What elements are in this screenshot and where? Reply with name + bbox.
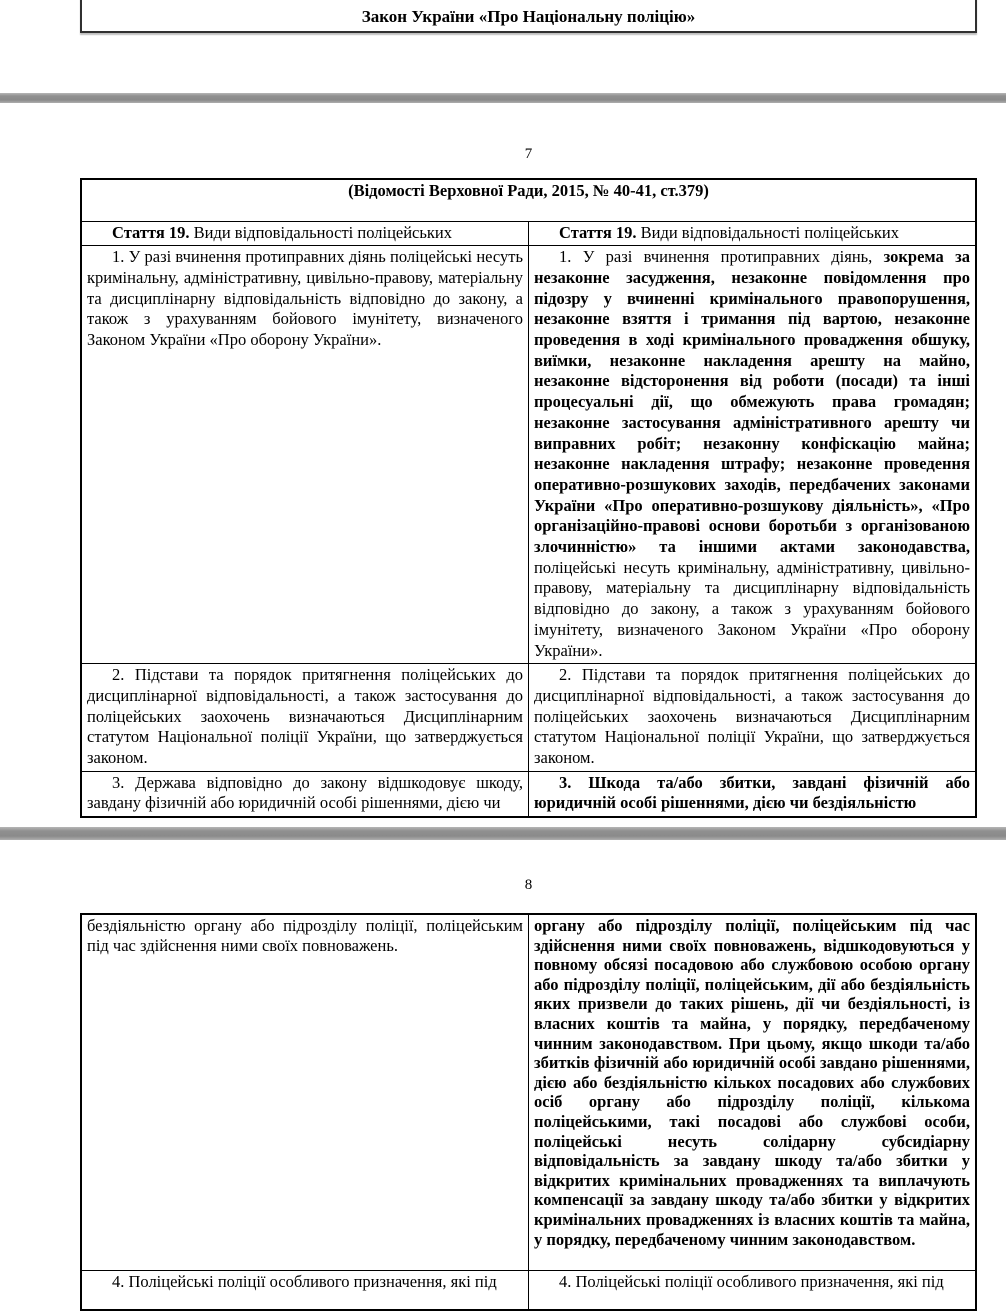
table-row-part1	[81, 246, 976, 664]
text-run: 1. У разі вчинення протиправних діянь,	[559, 247, 884, 267]
paragraph	[87, 773, 523, 814]
article-heading	[87, 223, 523, 244]
paragraph	[87, 916, 523, 955]
text-run: 1. У разі вчинення протиправних діянь поліцейські несуть кримінальну, адміністративну, цивільно-правову, матеріальну та дисциплінарну відповідальність відповідно до закону, а також з урахуванням бойового імунітету, визначеного Законом України «Про оборону України».	[87, 247, 523, 350]
text-run: 2. Підстави та порядок притягнення поліцейських до дисциплінарної відповідальності, а також застосування до поліцейських заохочень визначаються Дисциплінарним статутом Національної поліції України, що затверджується законом.	[534, 665, 970, 768]
paragraph	[87, 1272, 523, 1292]
original-column-cell	[81, 771, 529, 817]
text-run: 4. Поліцейські поліції особливого призначення, які під	[559, 1271, 944, 1291]
amended-text-run: зокрема за незаконне засудження, незаконне повідомлення про підозру у вчиненні кримінального правопорушення, незаконне взяття і тримання під вартою, незаконне проведення в ході кримінального провадження обшуку, виїмки, незаконне накладення арешту на майно, незаконне відсторонення від роботи (посади) та інші процесуальні дії, що обмежують права громадян; незаконне застосування адміністративного арешту чи виправних робіт; незаконну конфіскацію майна; незаконне накладення штрафу; незаконне проведення оперативно-розшукових заходів, передбачених законами України «Про оперативно-розшукову діяльність», «Про організаційно-правові основи боротьби з організованою злочинністю» та іншими актами законодавства,	[534, 247, 970, 557]
amended-column-cell	[529, 664, 977, 772]
text-run: Види відповідальності поліцейських	[189, 222, 453, 242]
amended-text-run: Стаття 19.	[559, 222, 637, 242]
page-separator	[0, 93, 1006, 103]
table-caption-row	[81, 179, 976, 221]
amended-column-cell	[529, 246, 977, 664]
table-row-part3-continued	[81, 914, 976, 1270]
text-run: поліцейські несуть кримінальну, адміністративну, цивільно-правову, матеріальну та дисциплінарну відповідальність відповідно до закону, а також з урахуванням бойового імунітету, визначеного Законом України «Про оборону України».	[534, 557, 970, 660]
article-heading-amended	[529, 221, 977, 246]
amended-text-run: Стаття 19.	[112, 222, 190, 242]
text-run: 4. Поліцейські поліції особливого призначення, які під	[112, 1271, 497, 1291]
page-separator	[0, 827, 1006, 840]
original-column-cell	[81, 1270, 529, 1310]
amended-text-run: 3. Шкода та/або збитки, завдані фізичній або юридичній особі рішеннями, дією чи бездіяльністю	[534, 772, 970, 813]
comparison-table-page8	[80, 913, 977, 1311]
paragraph	[534, 247, 970, 661]
original-column-cell	[81, 246, 529, 664]
law-header-box	[80, 0, 977, 33]
original-column-cell	[81, 664, 529, 772]
original-column-cell	[81, 914, 529, 1270]
amended-column-cell	[529, 1270, 977, 1310]
table-row-part3-cut	[81, 771, 976, 817]
paragraph	[534, 665, 970, 769]
paragraph	[534, 773, 970, 814]
comparison-table-page7	[80, 178, 977, 818]
paragraph	[87, 247, 523, 351]
text-run: бездіяльністю органу або підрозділу поліції, поліцейським під час здійснення ними своїх повноважень.	[87, 916, 523, 955]
amended-text-run: органу або підрозділу поліції, поліцейським під час здійснення ними своїх повноважень, відшкодовуються у повному обсязі посадовою або службовою особою органу або підрозділу поліції, поліцейським, дії або бездіяльність яких призвели до таких рішень, дії чи бездіяльності, із власних коштів та майна, у порядку, передбаченому чинним законодавством. При цьому, якщо шкоди та/або збитків фізичній або юридичній особі завдано рішеннями, дією або бездіяльністю кількох посадових або службових осіб органу або підрозділу поліції, кількома поліцейськими, такі посадові або службові особи, поліцейські несуть солідарну субсидіарну відповідальність за завдану шкоду та/або збитки у відкритих кримінальних провадженнях та виплачують компенсації за завдану шкоду та/або збитки у відкритих кримінальних провадженнях із власних коштів та майна, у порядку, передбаченому чинним законодавством.	[534, 916, 970, 1249]
paragraph	[534, 1272, 970, 1292]
table-row-part4-cut	[81, 1270, 976, 1310]
page-number-8: 8	[524, 877, 533, 893]
paragraph	[87, 665, 523, 769]
paragraph	[534, 916, 970, 1249]
article-heading-row	[81, 221, 976, 246]
law-title: Закон України «Про Національну поліцію»	[361, 6, 696, 26]
text-run: Види відповідальності поліцейських	[636, 222, 900, 242]
table-row-part2	[81, 664, 976, 772]
table-caption: (Відомості Верховної Ради, 2015, № 40-41, ст.379)	[81, 179, 976, 221]
text-run: 2. Підстави та порядок притягнення поліцейських до дисциплінарної відповідальності, а також застосування до поліцейських заохочень визначаються Дисциплінарним статутом Національної поліції України, що затверджується законом.	[87, 665, 523, 768]
article-heading	[534, 223, 970, 244]
page-number-7: 7	[524, 146, 533, 162]
article-heading-original	[81, 221, 529, 246]
amended-column-cell	[529, 914, 977, 1270]
text-run: 3. Держава відповідно до закону відшкодовує шкоду, завдану фізичній або юридичній особі рішеннями, дією чи	[87, 772, 523, 813]
amended-column-cell	[529, 771, 977, 817]
